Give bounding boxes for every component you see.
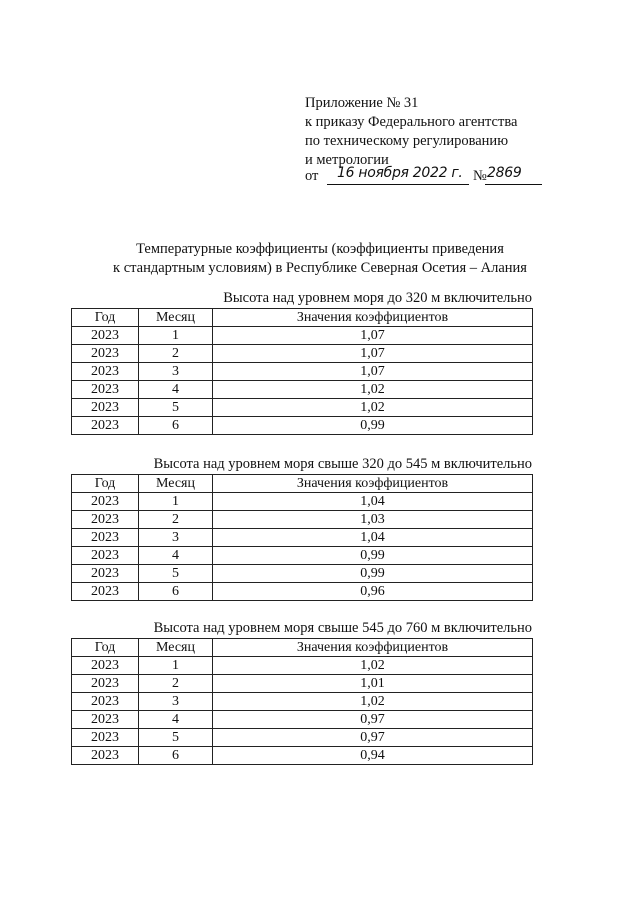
cell-value: 1,02 — [213, 381, 533, 399]
table-row — [72, 493, 533, 511]
cell-year: 2023 — [72, 675, 139, 693]
header-value: Значения коэффициентов — [213, 309, 533, 327]
header-month: Месяц — [139, 475, 213, 493]
table-row — [72, 511, 533, 529]
header-month: Месяц — [139, 309, 213, 327]
number-prefix: № — [473, 168, 487, 184]
table-header-row — [72, 475, 533, 493]
title-line-2: к стандартным условиям) в Республике Северная Осетия – Алания — [113, 260, 527, 276]
cell-month: 5 — [139, 399, 213, 417]
table-2-caption: Высота над уровнем моря свыше 320 до 545 м включительно — [153, 456, 532, 472]
table-row — [72, 675, 533, 693]
cell-year: 2023 — [72, 711, 139, 729]
header-value: Значения коэффициентов — [213, 475, 533, 493]
cell-month: 1 — [139, 327, 213, 345]
title-line-1: Температурные коэффициенты (коэффициенты приведения — [136, 241, 504, 257]
table-row — [72, 547, 533, 565]
cell-value: 1,07 — [213, 363, 533, 381]
table-row — [72, 417, 533, 435]
handwritten-date: 16 ноября 2022 г. — [337, 165, 463, 181]
cell-value: 1,04 — [213, 529, 533, 547]
cell-year: 2023 — [72, 381, 139, 399]
coefficient-table-3 — [71, 638, 533, 765]
appendix-line: Приложение № 31 — [305, 95, 419, 111]
table-row — [72, 657, 533, 675]
cell-value: 1,02 — [213, 693, 533, 711]
appendix-line: по техническому регулированию — [305, 133, 509, 149]
table-row — [72, 583, 533, 601]
cell-month: 1 — [139, 493, 213, 511]
cell-value: 1,02 — [213, 399, 533, 417]
header-year: Год — [72, 475, 139, 493]
cell-value: 0,99 — [213, 417, 533, 435]
cell-year: 2023 — [72, 511, 139, 529]
cell-month: 3 — [139, 693, 213, 711]
cell-year: 2023 — [72, 747, 139, 765]
appendix-header — [305, 94, 517, 170]
table-row — [72, 327, 533, 345]
cell-value: 0,99 — [213, 565, 533, 583]
date-underline — [327, 184, 469, 185]
coefficient-table-1 — [71, 308, 533, 435]
table-row — [72, 345, 533, 363]
cell-month: 3 — [139, 529, 213, 547]
cell-year: 2023 — [72, 493, 139, 511]
cell-month: 4 — [139, 547, 213, 565]
table-row — [72, 693, 533, 711]
cell-month: 2 — [139, 675, 213, 693]
cell-year: 2023 — [72, 729, 139, 747]
cell-value: 0,99 — [213, 547, 533, 565]
cell-month: 4 — [139, 711, 213, 729]
table-row — [72, 747, 533, 765]
cell-month: 6 — [139, 747, 213, 765]
cell-month: 2 — [139, 511, 213, 529]
cell-year: 2023 — [72, 345, 139, 363]
cell-value: 0,97 — [213, 711, 533, 729]
header-month: Месяц — [139, 639, 213, 657]
header-year: Год — [72, 309, 139, 327]
header-value: Значения коэффициентов — [213, 639, 533, 657]
table-row — [72, 363, 533, 381]
cell-value: 1,02 — [213, 657, 533, 675]
cell-year: 2023 — [72, 693, 139, 711]
table-header-row — [72, 639, 533, 657]
coefficient-table-2 — [71, 474, 533, 601]
cell-value: 1,01 — [213, 675, 533, 693]
table-row — [72, 565, 533, 583]
cell-year: 2023 — [72, 399, 139, 417]
table-row — [72, 711, 533, 729]
appendix-line: к приказу Федерального агентства — [305, 114, 518, 130]
cell-month: 6 — [139, 583, 213, 601]
table-header-row — [72, 309, 533, 327]
cell-month: 4 — [139, 381, 213, 399]
appendix-line: и метрологии — [305, 152, 389, 168]
cell-year: 2023 — [72, 417, 139, 435]
document-title — [60, 240, 580, 278]
cell-year: 2023 — [72, 363, 139, 381]
cell-year: 2023 — [72, 583, 139, 601]
cell-year: 2023 — [72, 529, 139, 547]
table-row — [72, 399, 533, 417]
cell-month: 2 — [139, 345, 213, 363]
order-date-number — [305, 165, 545, 188]
table-1-caption: Высота над уровнем моря до 320 м включительно — [223, 290, 532, 306]
date-prefix: от — [305, 168, 319, 184]
cell-value: 1,03 — [213, 511, 533, 529]
cell-year: 2023 — [72, 565, 139, 583]
table-row — [72, 729, 533, 747]
cell-value: 0,96 — [213, 583, 533, 601]
header-year: Год — [72, 639, 139, 657]
cell-month: 5 — [139, 729, 213, 747]
cell-year: 2023 — [72, 327, 139, 345]
cell-month: 6 — [139, 417, 213, 435]
table-row — [72, 381, 533, 399]
cell-year: 2023 — [72, 657, 139, 675]
cell-value: 1,07 — [213, 327, 533, 345]
handwritten-number: 2869 — [487, 165, 522, 181]
cell-value: 0,97 — [213, 729, 533, 747]
number-underline — [485, 184, 542, 185]
cell-month: 5 — [139, 565, 213, 583]
table-row — [72, 529, 533, 547]
cell-value: 1,04 — [213, 493, 533, 511]
cell-month: 3 — [139, 363, 213, 381]
cell-value: 1,07 — [213, 345, 533, 363]
table-3-caption: Высота над уровнем моря свыше 545 до 760 м включительно — [153, 620, 532, 636]
cell-value: 0,94 — [213, 747, 533, 765]
cell-month: 1 — [139, 657, 213, 675]
cell-year: 2023 — [72, 547, 139, 565]
